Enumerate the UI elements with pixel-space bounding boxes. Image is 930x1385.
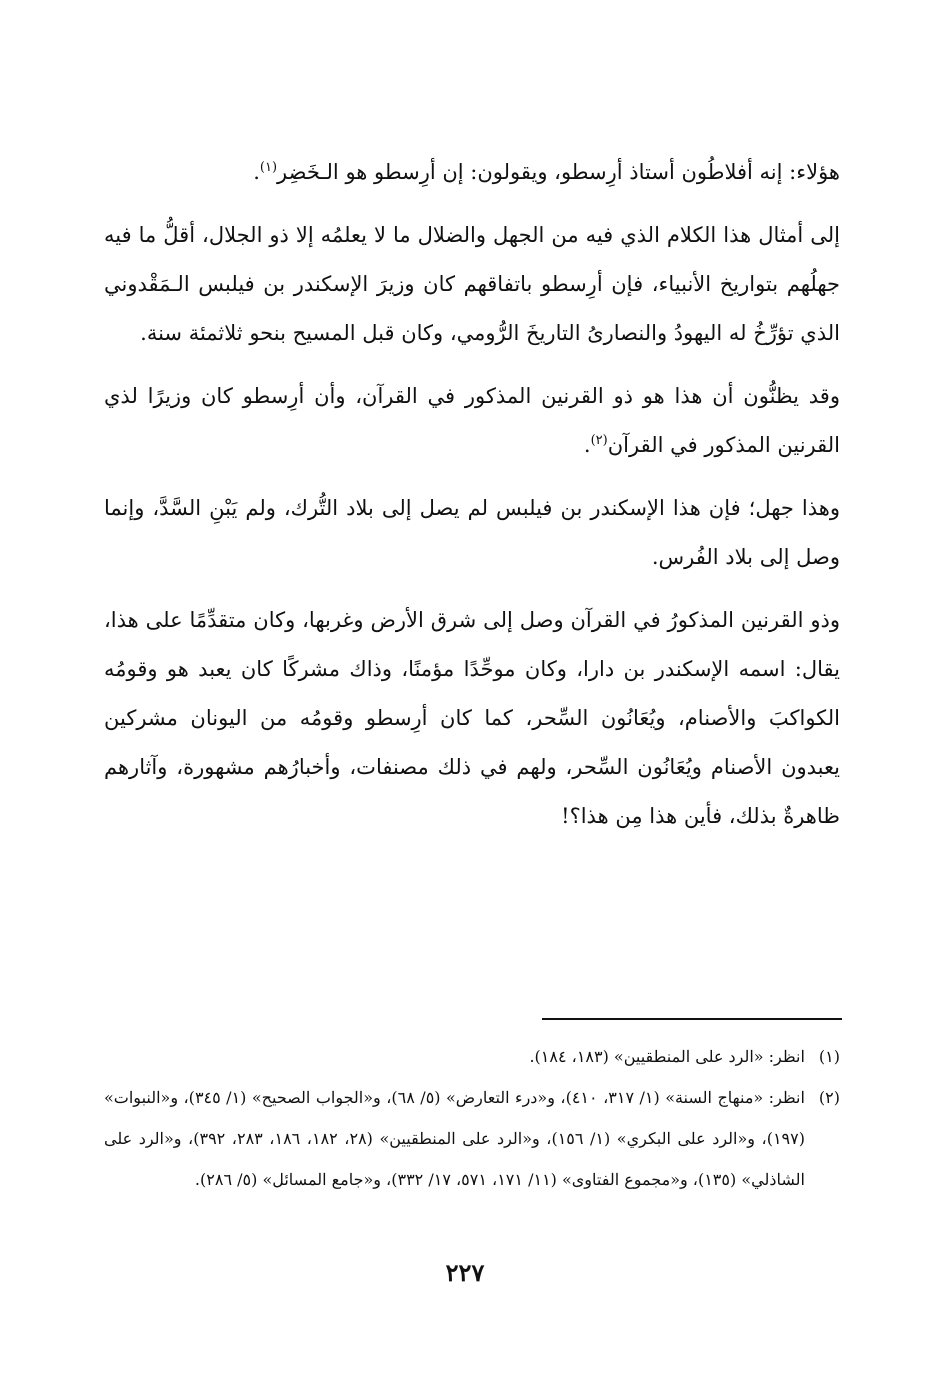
footnote xyxy=(104,1077,840,1200)
paragraph: وذو القرنين المذكورُ في القرآن وصل إلى شرق الأرض وغربها، وكان متقدِّمًا على هذا، يقال: اسمه الإسكندر بن دارا، وكان موحِّدًا مؤمنًا، وذاك مشركًا كان يعبد هو وقومُه الكواكبَ والأصنام، ويُعَانُون السِّحر، كما كان أرِسطو وقومُه من اليونان مشركين يعبدون الأصنام ويُعَانُون السِّحر، ولهم في ذلك مصنفات، وأخبارُهم مشهورة، وآثارهم ظاهرةٌ بذلك، فأين هذا مِن هذا؟! xyxy=(104,608,840,828)
footnote-marker: (١) xyxy=(259,160,278,175)
footnote-text: انظر: «الرد على المنطقيين» (١٨٣، ١٨٤). xyxy=(529,1047,805,1066)
main-text xyxy=(104,148,840,855)
paragraph: وقد يظنُّون أن هذا هو ذو القرنين المذكور في القرآن، وأن أرِسطو كان وزيرًا لذي القرنين المذكور في القرآن$^{(٢)}$. xyxy=(104,384,840,457)
footnote-number: (١) xyxy=(818,1047,840,1066)
footnote-marker: (٢) xyxy=(590,433,608,448)
paragraph: وهذا جهل؛ فإن هذا الإسكندر بن فيلبس لم يصل إلى بلاد التُّرك، ولم يَبْنِ السَّدَّ، وإنما وصل إلى بلاد الفُرس. xyxy=(104,496,840,569)
paragraph: هؤلاء: إنه أفلاطُون أستاذ أرِسطو، ويقولون: إن أرِسطو هو الـخَضِر$^{(١)}$. xyxy=(253,160,840,184)
page-number: ٢٢٧ xyxy=(445,1258,485,1287)
paragraph: إلى أمثال هذا الكلام الذي فيه من الجهل والضلال ما لا يعلمُه إلا ذو الجلال، أقلُّ ما فيه جهلُهم بتواريخ الأنبياء، فإن أرِسطو باتفاقهم كان وزيرَ الإسكندر بن فيلبس الـمَقْدوني الذي تؤرِّخُ له اليهودُ والنصارىُ التاريخَ الرُّومي، وكان قبل المسيح بنحو ثلاثمئة سنة. xyxy=(104,223,840,345)
footnote-divider xyxy=(542,1018,842,1020)
footnotes xyxy=(104,1036,840,1200)
footnote-number: (٢) xyxy=(818,1088,840,1107)
footnote xyxy=(104,1036,840,1077)
footnote-text: انظر: «منهاج السنة» (١/ ٣١٧، ٤١٠)، و«درء التعارض» (٥/ ٦٨)، و«الجواب الصحيح» (١/ ٣٤٥)، و«النبوات» (١٩٧)، و«الرد على البكري» (١/ ١٥٦)، و«الرد على المنطقيين» (٢٨، ١٨٢، ١٨٦، ٢٨٣، ٣٩٢)، و«الرد على الشاذلي» (١٣٥)، و«مجموع الفتاوى» (١١/ ١٧١، ٥٧١، ١٧/ ٣٣٢)، و«جامع المسائل» (٥/ ٢٨٦). xyxy=(104,1088,805,1189)
